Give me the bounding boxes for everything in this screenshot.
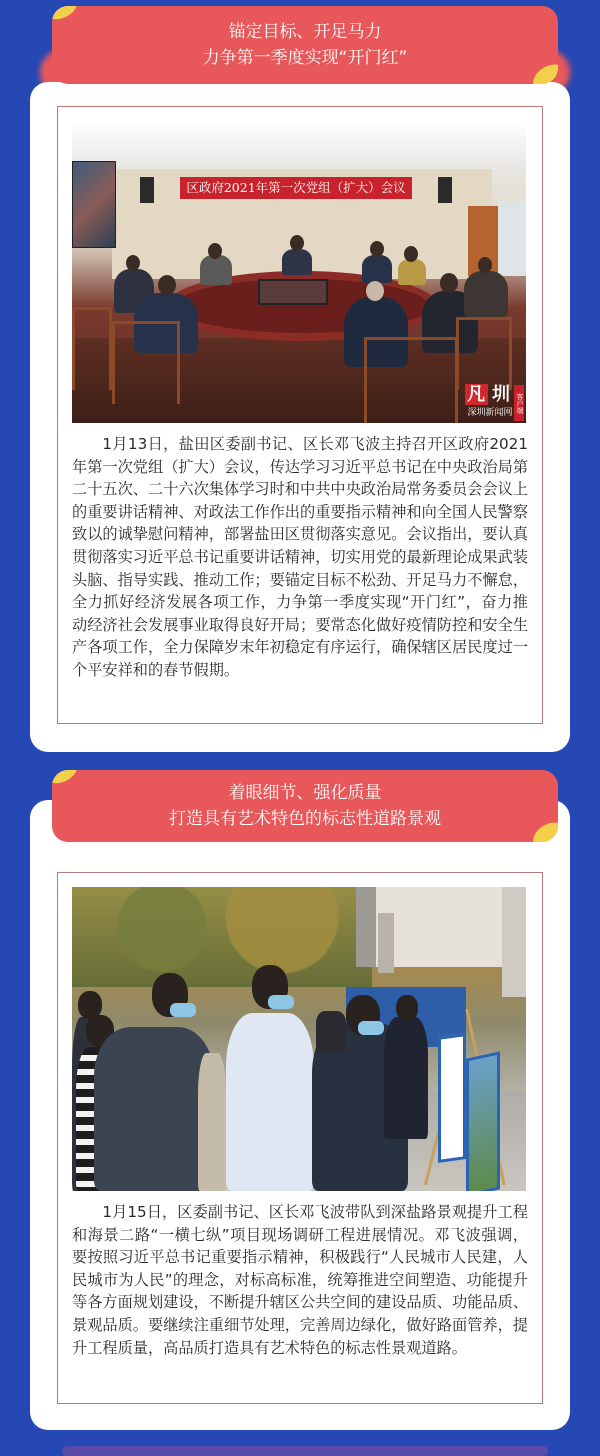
content-card: [30, 82, 570, 752]
attendee: [398, 259, 426, 285]
banner-title-line-1: 着眼细节、强化质量: [228, 783, 382, 803]
photo-window: [498, 201, 526, 276]
speaker-icon: [438, 177, 452, 203]
article-paragraph: [72, 433, 528, 682]
content-frame: [57, 106, 543, 724]
content-card: [30, 800, 570, 1430]
photo-chair: [364, 337, 458, 423]
person: [198, 1053, 226, 1191]
photo-building: [356, 887, 376, 967]
photo-center-screen: [258, 279, 328, 305]
attendee-head: [370, 241, 384, 257]
mask: [170, 1003, 196, 1017]
attendee: [362, 255, 392, 283]
banner-title-line-1: 锚定目标、开足马力: [228, 22, 382, 42]
shenzhen-news-watermark: [456, 385, 524, 421]
attendee-head: [208, 243, 222, 259]
shenzhen-news-logo-icon: 凡 圳: [467, 384, 511, 405]
person: [94, 1027, 214, 1191]
display-board: [466, 1051, 500, 1191]
photo-chair: [456, 317, 512, 390]
attendee-head: [158, 275, 176, 295]
display-board: [438, 1033, 466, 1163]
attendee-head: [126, 255, 140, 271]
person: [384, 1017, 428, 1139]
photo-ceiling: [72, 121, 526, 171]
photo-chair: [112, 321, 180, 404]
attendee: [464, 271, 508, 317]
mask: [358, 1021, 384, 1035]
meeting-photo: [72, 121, 526, 423]
content-frame: [57, 872, 543, 1404]
section-2: [0, 770, 600, 1440]
article-paragraph: [72, 1201, 528, 1359]
attendee-head: [478, 257, 492, 273]
photo-video-screen: [72, 161, 116, 248]
photo-chair: [72, 307, 112, 390]
speaker-icon: [140, 177, 154, 203]
next-section-peek: [62, 1446, 548, 1456]
person-head: [396, 995, 418, 1021]
meeting-banner-sign: 区政府2021年第一次党组（扩大）会议: [180, 177, 412, 199]
photo-trees: [72, 887, 372, 987]
watermark-tag: 客户端: [514, 385, 524, 421]
inspection-photo: [72, 887, 526, 1191]
banner-title-line-2: 打造具有艺术特色的标志性道路景观: [169, 809, 441, 829]
section-banner: [52, 770, 558, 842]
mask: [268, 995, 294, 1009]
attendee-head: [404, 246, 418, 262]
person: [316, 1011, 346, 1051]
paragraph-text: 1月15日，区委副书记、区长邓飞波带队到深盐路景观提升工程和海景二路“一横七纵”项目现场调研工程进展情况。邓飞波强调，要按照习近平总书记重要指示精神，积极践行“人民城市人民建，人民城市为人民”的理念，对标高标准，统筹推进空间塑造、功能提升等各方面规划建设，不断提升辖区公共空间的建设品质、功能品质、景观品质。要继续注重细节处理，完善周边绿化，做好路面管养，提升工程质量，高品质打造具有艺术特色的标志性景观道路。: [72, 1203, 528, 1357]
attendee: [282, 249, 312, 275]
person: [226, 1013, 314, 1191]
attendee-head: [290, 235, 304, 251]
paragraph-text: 1月13日，盐田区委副书记、区长邓飞波主持召开区政府2021年第一次党组（扩大）会议，传达学习习近平总书记在中央政治局第二十五次、二十六次集体学习时和中共中央政治局常务委员会会议上的重要讲话精神、对政法工作作出的重要指示精神和向全国人民警察致以的诚挚慰问精神，部署盐田区贯彻落实意见。会议指出，要认真贯彻落实习近平总书记重要讲话精神，切实用党的最新理论成果武装头脑、指导实践、推动工作；要锚定目标不松劲、开足马力不懈怠，全力抓好经济发展各项工作，力争第一季度实现“开门红”，奋力推动经济社会发展事业取得良好开局；要常态化做好疫情防控和安全生产各项工作，全力保障岁末年初稳定有序运行，确保辖区居民度过一个平安祥和的春节假期。: [72, 435, 528, 679]
section-banner: [52, 6, 558, 84]
banner-title-line-2: 力争第一季度实现“开门红”: [202, 48, 408, 68]
watermark-site-name: 深圳新闻网: [467, 408, 513, 418]
attendee: [200, 255, 232, 285]
attendee-head: [366, 281, 384, 301]
photo-building: [502, 887, 526, 997]
attendee-head: [440, 273, 458, 293]
photo-building: [378, 913, 394, 973]
